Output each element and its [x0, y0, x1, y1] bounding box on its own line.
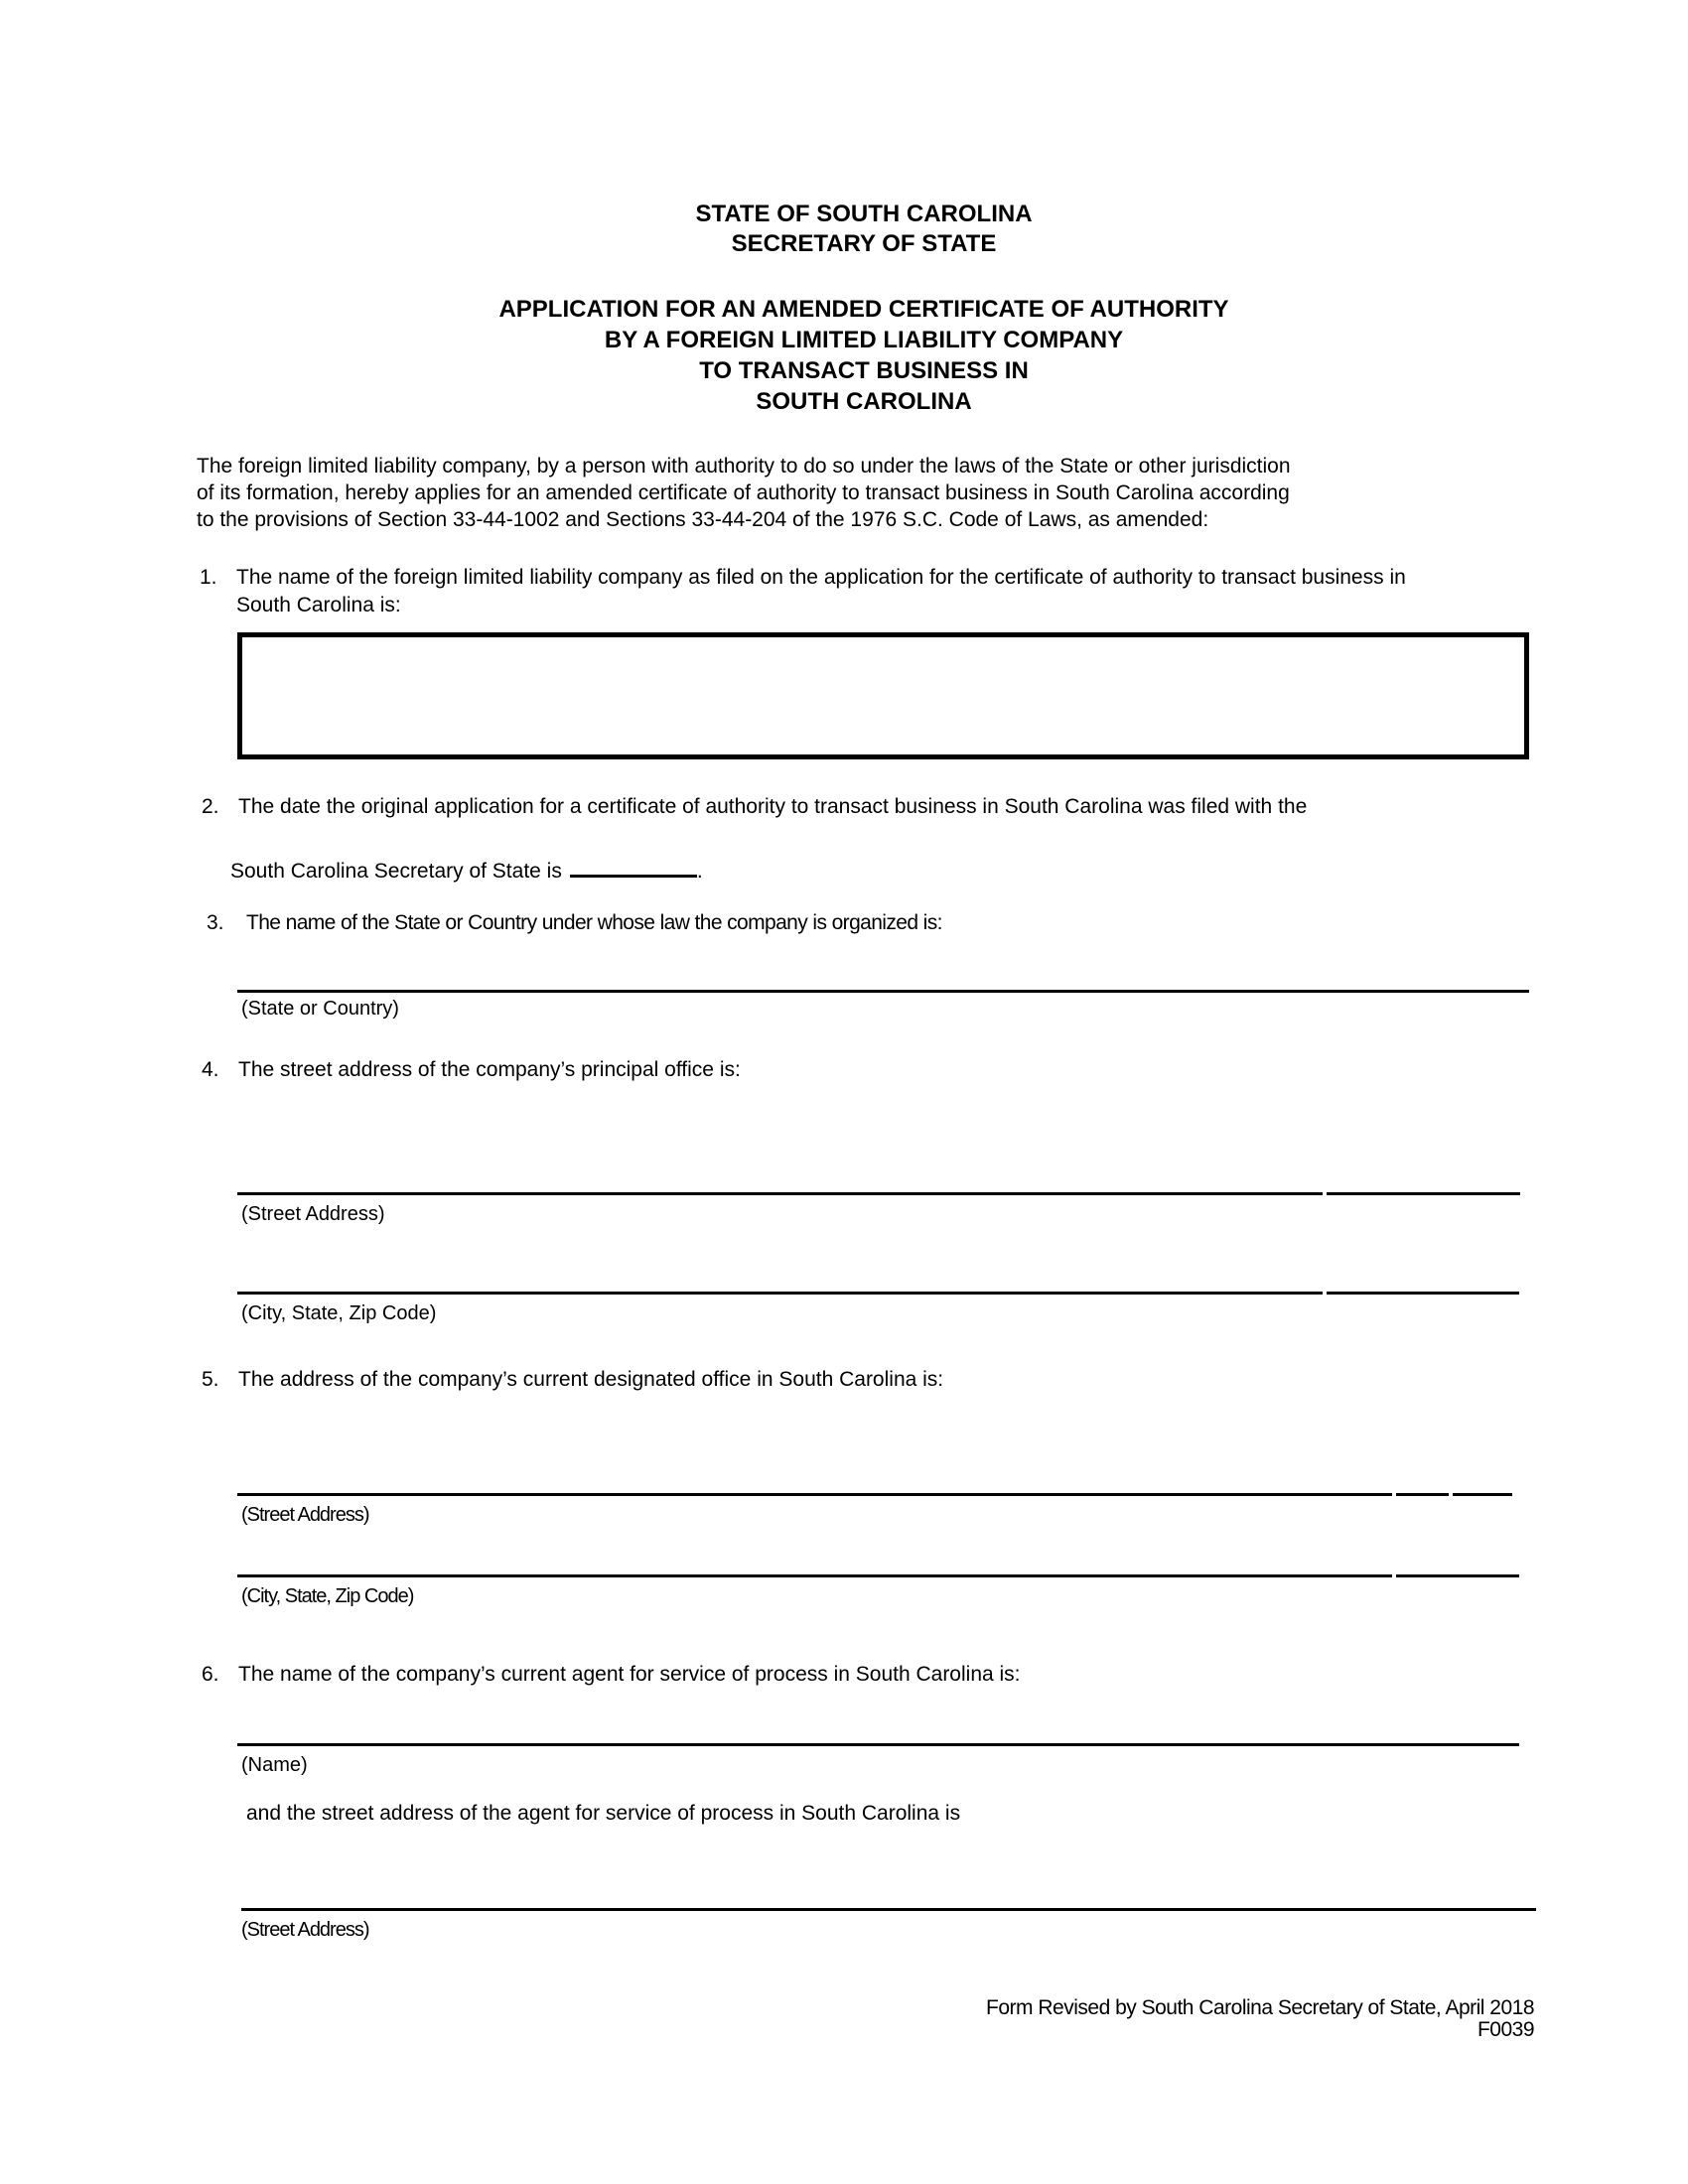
- filing-date-field[interactable]: [570, 858, 697, 878]
- item-3-number: 3.: [207, 911, 224, 934]
- item-1-text-line2: South Carolina is:: [236, 594, 401, 616]
- item-5-city-state-zip-field-segment[interactable]: [1396, 1574, 1519, 1577]
- header-line2: SECRETARY OF STATE: [731, 230, 997, 257]
- title-line1: APPLICATION FOR AN AMENDED CERTIFICATE OF AUTHORITY: [498, 296, 1229, 323]
- title-line2: BY A FOREIGN LIMITED LIABILITY COMPANY: [604, 327, 1124, 353]
- item-3: [207, 912, 942, 934]
- item-1-number: 1.: [200, 566, 217, 589]
- item-4-street-address-field[interactable]: [237, 1192, 1323, 1195]
- item-5-street-address-field[interactable]: [237, 1493, 1392, 1496]
- item-5: [202, 1369, 943, 1391]
- agent-name-label: (Name): [241, 1754, 308, 1776]
- form-header: [40, 200, 1688, 259]
- item-4-city-state-zip-field-segment[interactable]: [1327, 1292, 1519, 1295]
- item-5-city-state-zip-label: (City, State, Zip Code): [241, 1585, 414, 1607]
- item-5-street-address-field-segment2[interactable]: [1453, 1493, 1512, 1496]
- item-2-number: 2.: [202, 795, 219, 818]
- agent-street-address-field[interactable]: [241, 1908, 1536, 1911]
- item-5-street-address-field-segment1[interactable]: [1396, 1493, 1449, 1496]
- item-1-text-line1: The name of the foreign limited liability company as filed on the application for the certificate of authority to transact business in: [236, 566, 1406, 589]
- footer-revision-note: Form Revised by South Carolina Secretary of State, April 2018: [986, 1996, 1534, 2019]
- item-6: [202, 1664, 1021, 1686]
- item-5-number: 5.: [202, 1368, 219, 1391]
- title-line3: TO TRANSACT BUSINESS IN: [699, 357, 1029, 384]
- agent-name-field[interactable]: [237, 1743, 1519, 1746]
- form-footer: [541, 1997, 1534, 2041]
- item-2-text-line1: The date the original application for a certificate of authority to transact business in South Carolina was filed with the: [238, 795, 1308, 818]
- item-5-street-address-label: (Street Address): [241, 1504, 369, 1526]
- intro-paragraph: [197, 453, 1636, 533]
- item-6-text: The name of the company’s current agent for service of process in South Carolina is:: [238, 1663, 1021, 1686]
- header-line1: STATE OF SOUTH CAROLINA: [695, 201, 1033, 227]
- item-1: [200, 564, 1649, 619]
- item-5-text: The address of the company’s current designated office in South Carolina is:: [238, 1368, 944, 1391]
- form-title: [40, 294, 1688, 417]
- item-5-city-state-zip-field[interactable]: [237, 1574, 1392, 1577]
- item-2-text-line2: South Carolina Secretary of State is: [230, 860, 562, 883]
- item-4-street-address-label: (Street Address): [241, 1203, 385, 1225]
- item-2: [202, 796, 1307, 818]
- item-3-text: The name of the State or Country under whose law the company is organized is:: [246, 911, 942, 934]
- item-4-city-state-zip-field[interactable]: [237, 1292, 1323, 1295]
- intro-line1: The foreign limited liability company, by a person with authority to do so under the laws of the State or other jurisdiction: [197, 455, 1291, 478]
- footer-form-number: F0039: [1477, 2018, 1534, 2041]
- intro-line2: of its formation, hereby applies for an amended certificate of authority to transact business in South Carolina according: [197, 481, 1290, 504]
- item-4-city-state-zip-label: (City, State, Zip Code): [241, 1302, 437, 1324]
- intro-line3: to the provisions of Section 33-44-1002 and Sections 33-44-204 of the 1976 S.C. Code of Laws, as amended:: [197, 508, 1209, 531]
- item-1-text: [236, 564, 1406, 619]
- item-4-text: The street address of the company’s principal office is:: [238, 1058, 741, 1081]
- item-6-continuation: and the street address of the agent for service of process in South Carolina is: [246, 1802, 961, 1825]
- item-4: [202, 1059, 741, 1081]
- agent-street-address-label: (Street Address): [241, 1919, 369, 1941]
- item-2-line2: [230, 858, 703, 883]
- item-2-suffix: .: [696, 860, 703, 883]
- company-name-box[interactable]: [237, 632, 1529, 759]
- state-or-country-field[interactable]: [237, 990, 1529, 993]
- item-6-number: 6.: [202, 1663, 219, 1686]
- title-line4: SOUTH CAROLINA: [756, 388, 972, 415]
- state-or-country-label: (State or Country): [241, 998, 399, 1020]
- item-4-street-address-field-segment[interactable]: [1327, 1192, 1520, 1195]
- item-4-number: 4.: [202, 1058, 219, 1081]
